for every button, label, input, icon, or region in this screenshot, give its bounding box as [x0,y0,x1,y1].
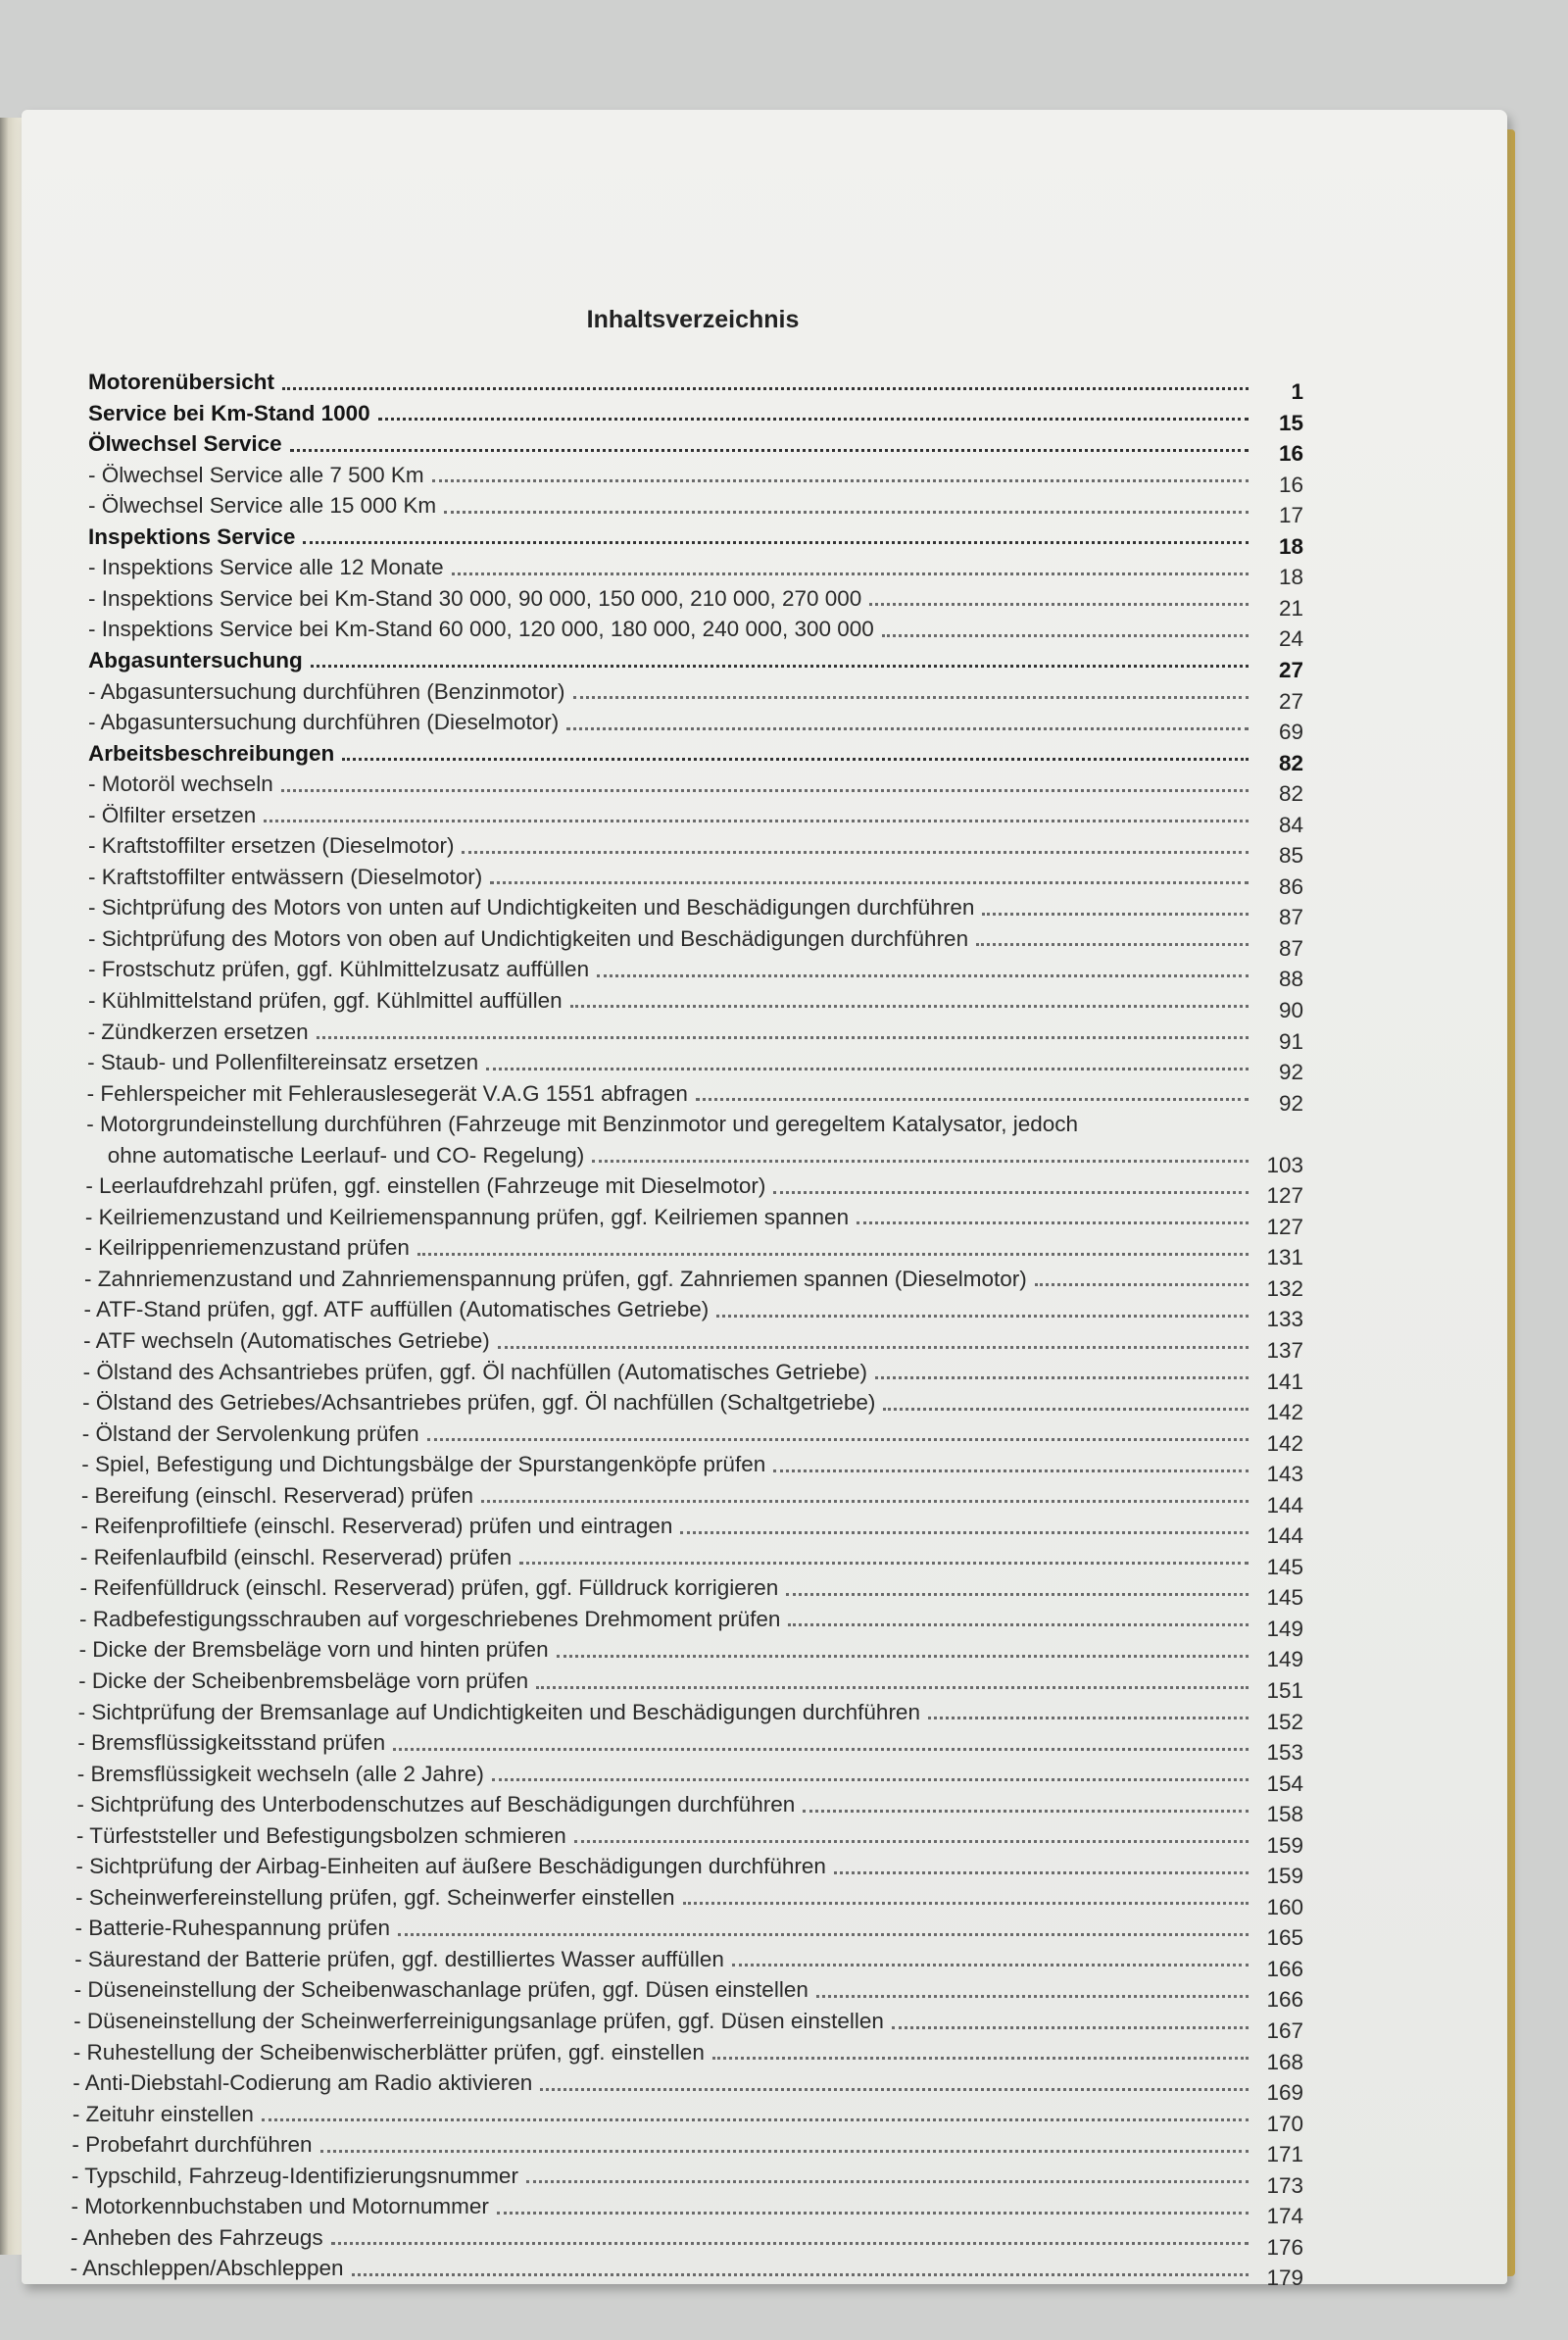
toc-entry-label: - Reifenlaufbild (einschl. Reserverad) prüfen [79,1544,513,1569]
dot-leader [732,1964,1249,1967]
dot-leader [773,1469,1249,1472]
dot-leader [788,1623,1249,1626]
toc-entry [86,1105,1303,1136]
toc-entry [84,1228,1303,1270]
dot-leader [683,1902,1249,1905]
toc-entry [70,2249,1303,2291]
toc-page-number: 69 [1278,720,1303,745]
toc-entry [79,1538,1303,1579]
toc-page-number: 173 [1266,2172,1303,2198]
toc-entry [88,888,1303,930]
toc-entry-label: - Sichtprüfung der Airbag-Einheiten auf äußere Beschädigungen durchführen [75,1854,826,1879]
toc-entry [74,1970,1303,2013]
toc-page-number: 133 [1266,1307,1303,1332]
dot-leader [557,1655,1249,1658]
toc-page-number: 18 [1278,533,1303,559]
toc-entry [88,796,1303,837]
toc-entry-label: - Fehlerspeicher mit Fehlerauslesegerät V.A.G 1551 abfragen [86,1080,688,1106]
toc-entry-label: - Radbefestigungsschrauben auf vorgeschriebenes Drehmoment prüfen [79,1606,781,1631]
dot-leader [398,1933,1249,1936]
dot-leader [462,851,1249,854]
toc-page-number: 82 [1278,750,1303,775]
toc-entry-label: Abgasuntersuchung [88,647,303,672]
toc-entry [78,1630,1303,1672]
toc-entry [86,1074,1303,1116]
toc-page-number: 165 [1266,1925,1303,1951]
toc-page-number: 18 [1278,565,1303,590]
toc-page-number: 166 [1266,1956,1303,1981]
toc-entry [81,1415,1303,1456]
dot-leader [352,2273,1249,2276]
toc-section-entry [88,363,1303,405]
toc-entry [77,1693,1303,1734]
toc-entry-label: - Sichtprüfung des Motors von oben auf Undichtigkeiten und Beschädigungen durchführen [88,925,969,951]
toc-page-number: 27 [1278,688,1303,714]
dot-leader [1035,1283,1249,1286]
toc-entry-label: - Frostschutz prüfen, ggf. Kühlmittelzusatz auffüllen [88,957,590,982]
toc-entry [75,1847,1303,1889]
toc-page-number: 142 [1266,1430,1303,1456]
dot-leader [566,727,1249,730]
dot-leader [331,2242,1249,2245]
dot-leader [378,418,1249,421]
dot-leader [444,511,1249,514]
toc-entry [77,1723,1303,1766]
toc-entry-label: - ATF wechseln (Automatisches Getriebe) [83,1328,490,1353]
toc-page-number: 132 [1266,1275,1303,1301]
toc-page-number: 141 [1266,1369,1303,1394]
toc-entry-label: - ATF-Stand prüfen, ggf. ATF auffüllen (Automatisches Getriebe) [83,1297,710,1322]
toc-page-number: 145 [1266,1585,1303,1611]
toc-entry [88,703,1303,745]
toc-entry-label: - Anti-Diebstahl-Codierung am Radio aktivieren [73,2070,533,2096]
toc-page-number: 144 [1266,1523,1303,1549]
toc-page-number: 145 [1266,1554,1303,1579]
toc-entry-label: - Kraftstoffilter ersetzen (Dieselmotor) [88,833,455,859]
dot-leader [573,696,1249,699]
toc-entry-label: - Probefahrt durchführen [72,2132,313,2158]
toc-entry-label: Ölwechsel Service [88,431,282,457]
toc-entry-label: - Düseneinstellung der Scheibenwaschanlage prüfen, ggf. Düsen einstellen [74,1977,808,2003]
toc-page-number: 131 [1266,1245,1303,1270]
toc-entry-label: - Staub- und Pollenfiltereinsatz ersetzen [87,1050,479,1075]
toc-entry-label: - Kühlmittelstand prüfen, ggf. Kühlmittel auffüllen [88,987,563,1013]
toc-entry-label: - Kraftstoffilter entwässern (Dieselmotor) [88,864,483,889]
toc-entry [85,1167,1303,1209]
dot-leader [393,1748,1249,1751]
toc-page-number: 88 [1278,967,1303,992]
toc-entry [88,486,1303,528]
dot-leader [574,1840,1249,1843]
toc-page-number: 15 [1278,410,1303,435]
toc-page-number: 92 [1278,1090,1303,1116]
toc-page-number: 153 [1266,1740,1303,1766]
adjacent-page-edge [0,118,24,2255]
toc-page-number: 103 [1266,1152,1303,1177]
dot-leader [498,1346,1249,1349]
toc-entry-label: - Inspektions Service bei Km-Stand 30 000, 90 000, 150 000, 210 000, 270 000 [88,585,862,611]
dot-leader [311,665,1249,668]
toc-page-number: 159 [1266,1864,1303,1889]
toc-entry [71,2218,1303,2260]
toc-entry [84,1198,1303,1239]
toc-page-number: 91 [1278,1028,1303,1054]
toc-entry [80,1507,1303,1549]
toc-entry [87,1043,1303,1085]
toc-page-number: 127 [1266,1183,1303,1209]
toc-entry [72,2125,1303,2167]
dot-leader [816,1995,1249,1998]
dot-leader [317,1036,1249,1039]
toc-entry-label: - Motoröl wechseln [88,772,273,797]
toc-entry-label: - Inspektions Service alle 12 Monate [88,555,444,580]
dot-leader [976,943,1249,946]
toc-page-number: 168 [1266,2049,1303,2074]
toc-entry-label: - Anschleppen/Abschleppen [70,2256,344,2281]
toc-entry [73,2064,1303,2106]
toc-section-entry [88,641,1303,682]
toc-entry-label: - Zahnriemenzustand und Zahnriemenspannung prüfen, ggf. Zahnriemen spannen (Dieselmotor) [83,1266,1027,1291]
toc-entry-label: - Motorgrundeinstellung durchführen (Fahrzeuge mit Benzinmotor und geregeltem Katalysator, jedoch [86,1112,1079,1137]
toc-title: Inhaltsverzeichnis [586,306,800,333]
toc-entry-label: - Batterie-Ruhespannung prüfen [74,1916,390,1941]
dot-leader [982,913,1249,916]
toc-entry-label: - Typschild, Fahrzeug-Identifizierungsnummer [71,2163,518,2188]
toc-entry [88,858,1303,899]
toc-entry [83,1260,1303,1301]
toc-page-number: 152 [1266,1709,1303,1734]
dot-leader [262,2118,1249,2121]
dot-leader [928,1717,1249,1719]
toc-entry-label: Arbeitsbeschreibungen [88,740,335,766]
toc-entry-label: ohne automatische Leerlauf- und CO- Regelung) [107,1142,585,1168]
dot-leader [786,1593,1249,1596]
toc-entry [88,672,1303,714]
toc-page-number: 137 [1266,1338,1303,1363]
toc-page-number: 170 [1266,2111,1303,2136]
dot-leader [490,881,1249,884]
toc-entry [86,1136,1303,1177]
toc-entry [88,765,1303,807]
toc-entry-label: Service bei Km-Stand 1000 [88,400,370,425]
dot-leader [486,1068,1249,1070]
toc-page-number: 1 [1291,379,1303,405]
toc-entry-label: - Inspektions Service bei Km-Stand 60 000, 120 000, 180 000, 240 000, 300 000 [88,617,874,642]
toc-entry-label: - Dicke der Bremsbeläge vorn und hinten prüfen [78,1637,549,1663]
toc-entry-label: - Säurestand der Batterie prüfen, ggf. destilliertes Wasser auffüllen [74,1946,724,1971]
toc-page-number: 149 [1266,1616,1303,1641]
toc-page-number: 176 [1266,2234,1303,2260]
document-page [22,110,1507,2291]
toc-page-number: 16 [1278,472,1303,497]
toc-entry-label: - Scheinwerfereinstellung prüfen, ggf. Scheinwerfer einstellen [74,1884,675,1910]
dot-leader [716,1315,1249,1318]
toc-entry-label: - Bremsflüssigkeitsstand prüfen [77,1730,386,1756]
toc-entry [83,1321,1303,1363]
toc-section-entry [88,424,1303,467]
dot-leader [882,634,1249,637]
toc-page-number: 143 [1266,1462,1303,1487]
toc-page-number: 92 [1278,1060,1303,1085]
toc-entry [88,579,1303,621]
toc-entry-label: - Keilrippenriemenzustand prüfen [84,1235,410,1261]
toc-page-number: 179 [1266,2265,1303,2291]
dot-leader [712,2057,1249,2060]
dot-leader [680,1531,1249,1534]
toc-entry-label: - Leerlaufdrehzahl prüfen, ggf. einstellen (Fahrzeuge mit Dieselmotor) [85,1173,766,1199]
dot-leader [492,1778,1249,1781]
toc-entry-label: - Spiel, Befestigung und Dichtungsbälge der Spurstangenköpfe prüfen [81,1452,766,1477]
toc-page-number: 159 [1266,1832,1303,1858]
toc-entry [80,1476,1303,1518]
toc-entry [79,1568,1303,1611]
toc-page-number: 86 [1278,873,1303,899]
toc-page-number: 82 [1278,781,1303,807]
toc-entry [88,950,1303,992]
toc-entry-label: - Zeituhr einstellen [72,2101,254,2126]
toc-page-number: 171 [1266,2142,1303,2167]
dot-leader [773,1191,1249,1194]
toc-entry [78,1662,1303,1704]
toc-page-number: 166 [1266,1987,1303,2013]
toc-entry [74,1878,1303,1919]
toc-entry [82,1383,1303,1425]
dot-leader [427,1438,1249,1441]
toc-page-number: 142 [1266,1400,1303,1425]
dot-leader [597,974,1249,977]
toc-page-number: 87 [1278,905,1303,930]
toc-entry-label: - Bereifung (einschl. Reserverad) prüfen [80,1482,474,1508]
toc-entry [88,456,1303,497]
toc-page-number: 87 [1278,935,1303,961]
dot-leader [570,1005,1249,1008]
toc-page-number: 84 [1278,812,1303,837]
table-of-contents [70,363,1303,2291]
toc-page-number: 27 [1278,657,1303,682]
toc-entry [82,1353,1303,1394]
dot-leader [417,1253,1249,1256]
dot-leader [696,1098,1249,1101]
toc-entry [76,1785,1303,1827]
toc-entry [75,1817,1303,1858]
toc-section-entry [88,734,1303,775]
dot-leader [264,820,1249,822]
dot-leader [282,387,1249,390]
toc-page-number: 158 [1266,1802,1303,1827]
toc-page-number: 149 [1266,1647,1303,1672]
toc-entry-label: - Sichtprüfung des Unterbodenschutzes auf Beschädigungen durchführen [76,1792,796,1817]
dot-leader [883,1408,1249,1411]
toc-entry [88,920,1303,961]
toc-page-number: 174 [1266,2204,1303,2229]
toc-entry [74,2002,1303,2044]
toc-entry [88,610,1303,652]
toc-entry [76,1755,1303,1796]
dot-leader [526,2180,1249,2183]
toc-entry-label: - Reifenfülldruck (einschl. Reserverad) prüfen, ggf. Fülldruck korrigieren [79,1575,779,1601]
toc-entry [79,1600,1303,1641]
dot-leader [892,2026,1249,2029]
toc-entry-label: - Düseneinstellung der Scheinwerferreinigungsanlage prüfen, ggf. Düsen einstellen [74,2009,884,2034]
toc-entry [74,1909,1304,1951]
toc-entry [74,1940,1303,1981]
dot-leader [869,603,1249,606]
dot-leader [452,573,1249,575]
dot-leader [281,789,1249,792]
toc-page-number: 154 [1266,1770,1303,1796]
toc-entry-label: - Ölstand des Achsantriebes prüfen, ggf. Öl nachfüllen (Automatisches Getriebe) [82,1359,868,1384]
toc-entry [88,548,1303,590]
toc-entry-label: - Ruhestellung der Scheibenwischerblätter prüfen, ggf. einstellen [73,2039,705,2065]
toc-entry-label: - Motorkennbuchstaben und Motornummer [71,2194,489,2219]
toc-page-number: 169 [1266,2080,1303,2106]
toc-entry [71,2187,1303,2229]
toc-page-number: 151 [1266,1678,1303,1704]
toc-entry-label: - Sichtprüfung des Motors von unten auf Undichtigkeiten und Beschädigungen durchführen [88,895,975,921]
toc-entry-label: - Ölfilter ersetzen [88,802,257,827]
toc-entry-label: - Zündkerzen ersetzen [87,1019,309,1044]
toc-page-number: 16 [1278,441,1303,467]
dot-leader [497,2212,1249,2215]
toc-page-number: 24 [1278,626,1303,652]
toc-entry-label: - Bremsflüssigkeit wechseln (alle 2 Jahre) [76,1761,484,1786]
toc-page-number: 144 [1266,1492,1303,1518]
dot-leader [290,449,1249,452]
dot-leader [540,2088,1249,2091]
dot-leader [857,1221,1249,1224]
dot-leader [342,758,1249,761]
toc-entry [87,1012,1303,1054]
toc-entry-label: - Türfeststeller und Befestigungsbolzen schmieren [75,1822,566,1848]
toc-page-number: 17 [1278,503,1303,528]
toc-entry-label: Inspektions Service [88,523,296,549]
toc-entry [73,2033,1303,2074]
dot-leader [875,1376,1249,1379]
toc-entry [81,1445,1303,1487]
toc-entry [88,981,1303,1022]
dot-leader [303,541,1249,544]
dot-leader [592,1160,1249,1163]
toc-entry-label: - Ölwechsel Service alle 7 500 Km [88,462,424,487]
toc-section-entry [88,394,1303,435]
toc-entry-label: - Reifenprofiltiefe (einschl. Reserverad) prüfen und eintragen [80,1514,673,1539]
toc-entry [83,1290,1304,1332]
toc-entry-label: - Dicke der Scheibenbremsbeläge vorn prüfen [78,1668,529,1694]
toc-entry-label: - Ölwechsel Service alle 15 000 Km [88,493,437,519]
toc-entry [72,2095,1303,2136]
toc-section-entry [88,518,1303,559]
toc-entry-label: - Keilriemenzustand und Keilriemenspannung prüfen, ggf. Keilriemen spannen [84,1204,850,1229]
toc-entry-label: - Abgasuntersuchung durchführen (Dieselmotor) [88,710,560,735]
toc-entry-label: - Abgasuntersuchung durchführen (Benzinmotor) [88,678,565,704]
toc-page-number: 160 [1266,1894,1303,1919]
dot-leader [519,1562,1249,1565]
toc-page-number: 127 [1266,1214,1303,1239]
toc-page-number: 21 [1278,595,1303,621]
dot-leader [481,1500,1249,1503]
toc-page-number: 85 [1278,843,1303,869]
toc-entry [88,826,1303,869]
toc-entry-label: - Ölstand des Getriebes/Achsantriebes prüfen, ggf. Öl nachfüllen (Schaltgetriebe) [82,1390,876,1416]
toc-entry-label: Motorenübersicht [88,370,275,395]
dot-leader [834,1871,1249,1874]
toc-entry-label: - Ölstand der Servolenkung prüfen [81,1420,419,1446]
toc-entry [71,2157,1303,2198]
dot-leader [320,2150,1250,2153]
toc-entry-label: - Sichtprüfung der Bremsanlage auf Undichtigkeiten und Beschädigungen durchführen [77,1699,920,1724]
toc-entry-label: - Anheben des Fahrzeugs [71,2224,323,2250]
dot-leader [432,479,1249,482]
toc-page-number: 90 [1278,997,1303,1022]
dot-leader [536,1686,1249,1689]
dot-leader [803,1810,1249,1813]
toc-page-number: 167 [1266,2018,1303,2044]
